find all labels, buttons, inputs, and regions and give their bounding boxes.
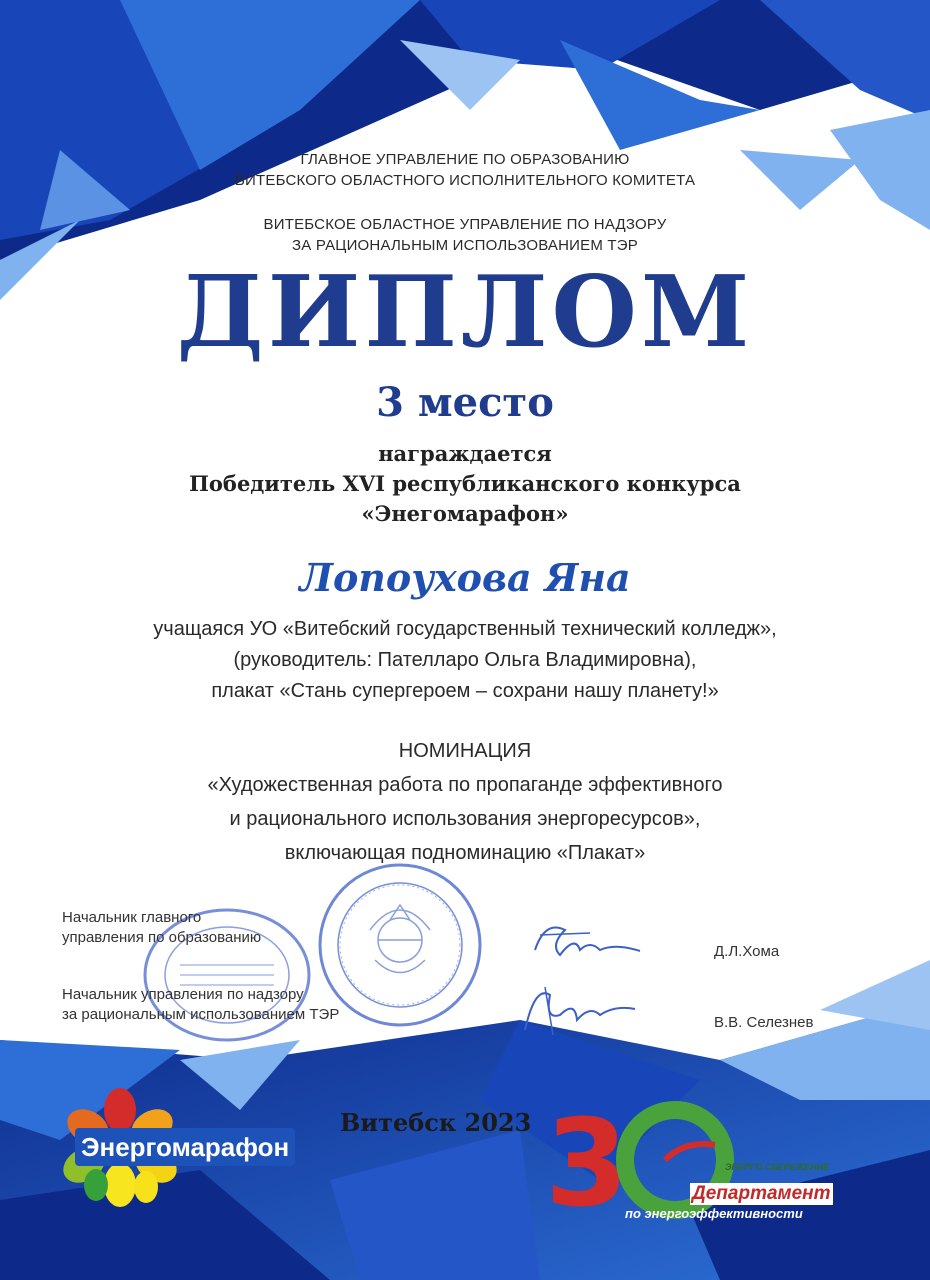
nomination-heading: НОМИНАЦИЯ	[398, 740, 532, 762]
nomination-line-3: включающая подноминацию «Плакат»	[284, 842, 646, 864]
signatory-2-position	[62, 985, 339, 1025]
diploma-title: ДИПЛОМ	[176, 255, 754, 370]
nomination-line-2: и рационального использования энергоресурсов»,	[229, 808, 701, 830]
signatory-1-position	[62, 908, 261, 948]
signatory-2-position-line-2: за рациональным использованием ТЭР	[62, 1006, 340, 1023]
signatory-2-name: В.В. Селезнев	[714, 1014, 814, 1031]
award-line-2: Победитель XVI республиканского конкурса	[189, 471, 741, 496]
issuer-line-4: ЗА РАЦИОНАЛЬНЫМ ИСПОЛЬЗОВАНИЕМ ТЭР	[292, 237, 638, 254]
nomination-line-1: «Художественная работа по пропаганде эффективного	[207, 774, 723, 796]
signatory-1-position-line-2: управления по образованию	[62, 929, 262, 946]
signatory-2-position-line-1: Начальник управления по надзору	[62, 986, 304, 1003]
signatory-1-name: Д.Л.Хома	[714, 943, 780, 960]
recipient-name: Лопоухова Яна	[299, 555, 631, 600]
city-year: Витебск 2023	[340, 1108, 532, 1137]
details-line-1: учащаяся УО «Витебский государственный технический колледж»,	[153, 618, 777, 640]
energomarathon-logo-text: Энергомарафон	[75, 1128, 295, 1166]
dept-name: Департамент	[692, 1183, 831, 1204]
issuer-line-1: ГЛАВНОЕ УПРАВЛЕНИЕ ПО ОБРАЗОВАНИЮ	[300, 151, 630, 168]
signature-2	[505, 975, 645, 1045]
details-line-2: (руководитель: Пателларо Ольга Владимировна),	[233, 649, 697, 671]
dept-subtitle: по энергоэффективности	[625, 1206, 803, 1221]
issuer-line-3: ВИТЕБСКОЕ ОБЛАСТНОЕ УПРАВЛЕНИЕ ПО НАДЗОРУ	[263, 216, 667, 233]
details-line-3: плакат «Стань супергероем – сохрани нашу планету!»	[211, 680, 719, 702]
award-line-1: награждается	[378, 441, 552, 466]
award-line-3: «Энегомарафон»	[361, 501, 569, 526]
signature-1	[520, 915, 650, 970]
svg-text:3: 3	[545, 1100, 629, 1220]
issuer-line-2: ВИТЕБСКОГО ОБЛАСТНОГО ИСПОЛНИТЕЛЬНОГО КОМИТЕТА	[234, 172, 696, 189]
round-seal-stamp	[315, 860, 485, 1030]
dept-small-label: ЭНЕРГО СБЕРЕЖЕНИЕ	[725, 1162, 830, 1172]
signatory-1-position-line-1: Начальник главного	[62, 909, 202, 926]
place-label: 3 место	[376, 379, 554, 426]
